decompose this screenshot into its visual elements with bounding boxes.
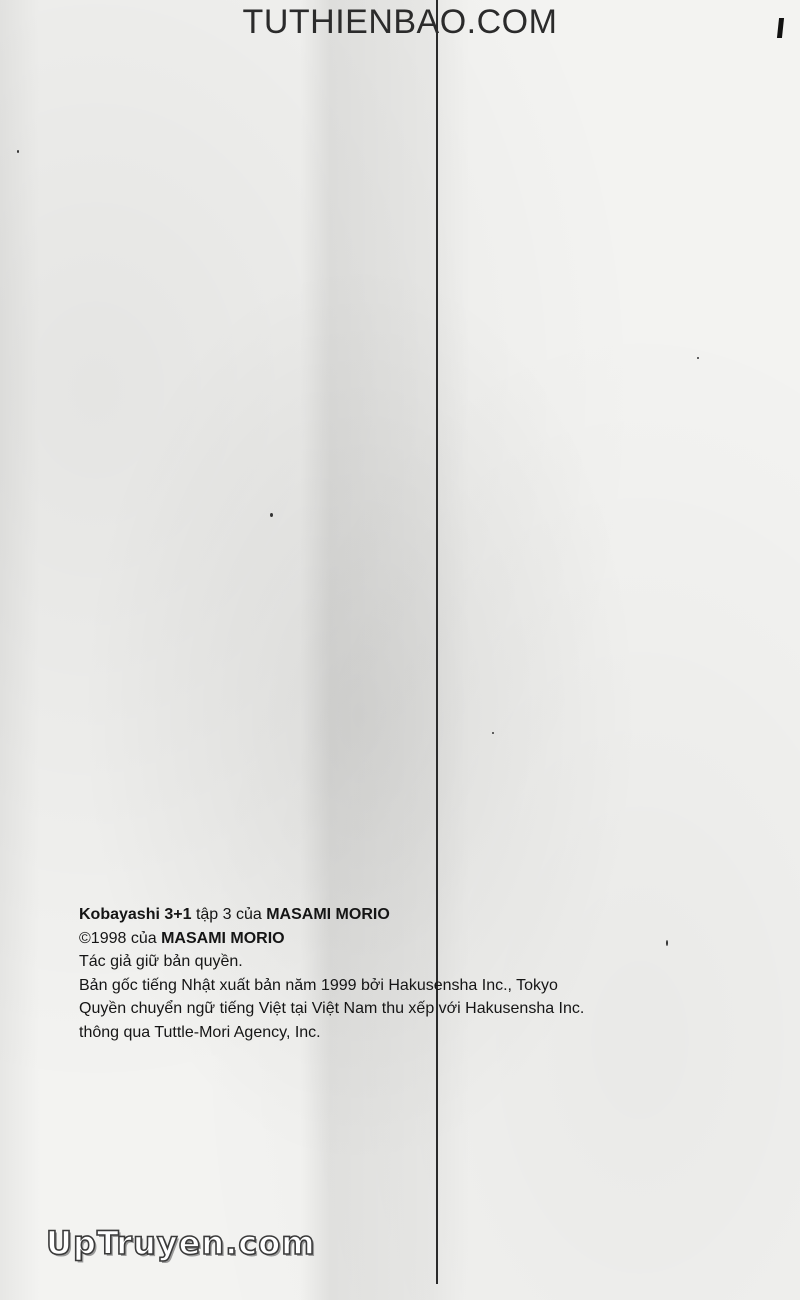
credit-line-original: Bản gốc tiếng Nhật xuất bản năm 1999 bởi Hakusensha Inc., Tokyo (79, 976, 558, 994)
credit-line-agency: thông qua Tuttle-Mori Agency, Inc. (79, 1023, 321, 1041)
credit-line-rights: Tác giả giữ bản quyền. (79, 953, 243, 970)
volume-text: tập 3 của (191, 906, 267, 923)
speck (492, 732, 494, 734)
author-name: MASAMI MORIO (266, 906, 390, 923)
copyright-prefix: ©1998 của (79, 929, 162, 947)
watermark-bottom: UpTruyen.com (46, 1224, 316, 1262)
copyright-credits (79, 903, 584, 1044)
speck (270, 513, 273, 517)
author-name: MASAMI MORIO (161, 929, 285, 947)
speck (697, 357, 699, 359)
speck (666, 940, 668, 946)
series-title: Kobayashi 3+1 (79, 906, 192, 923)
credit-line-translation-rights: Quyền chuyển ngữ tiếng Việt tại Việt Nam thu xếp với Hakusensha Inc. (79, 1000, 585, 1017)
credit-line-copyright (79, 927, 584, 951)
credit-line-title (79, 903, 584, 927)
watermark-top: TUTHIENBAO.COM (242, 3, 558, 41)
speck (17, 150, 19, 153)
page-fold-line (436, 0, 438, 1284)
